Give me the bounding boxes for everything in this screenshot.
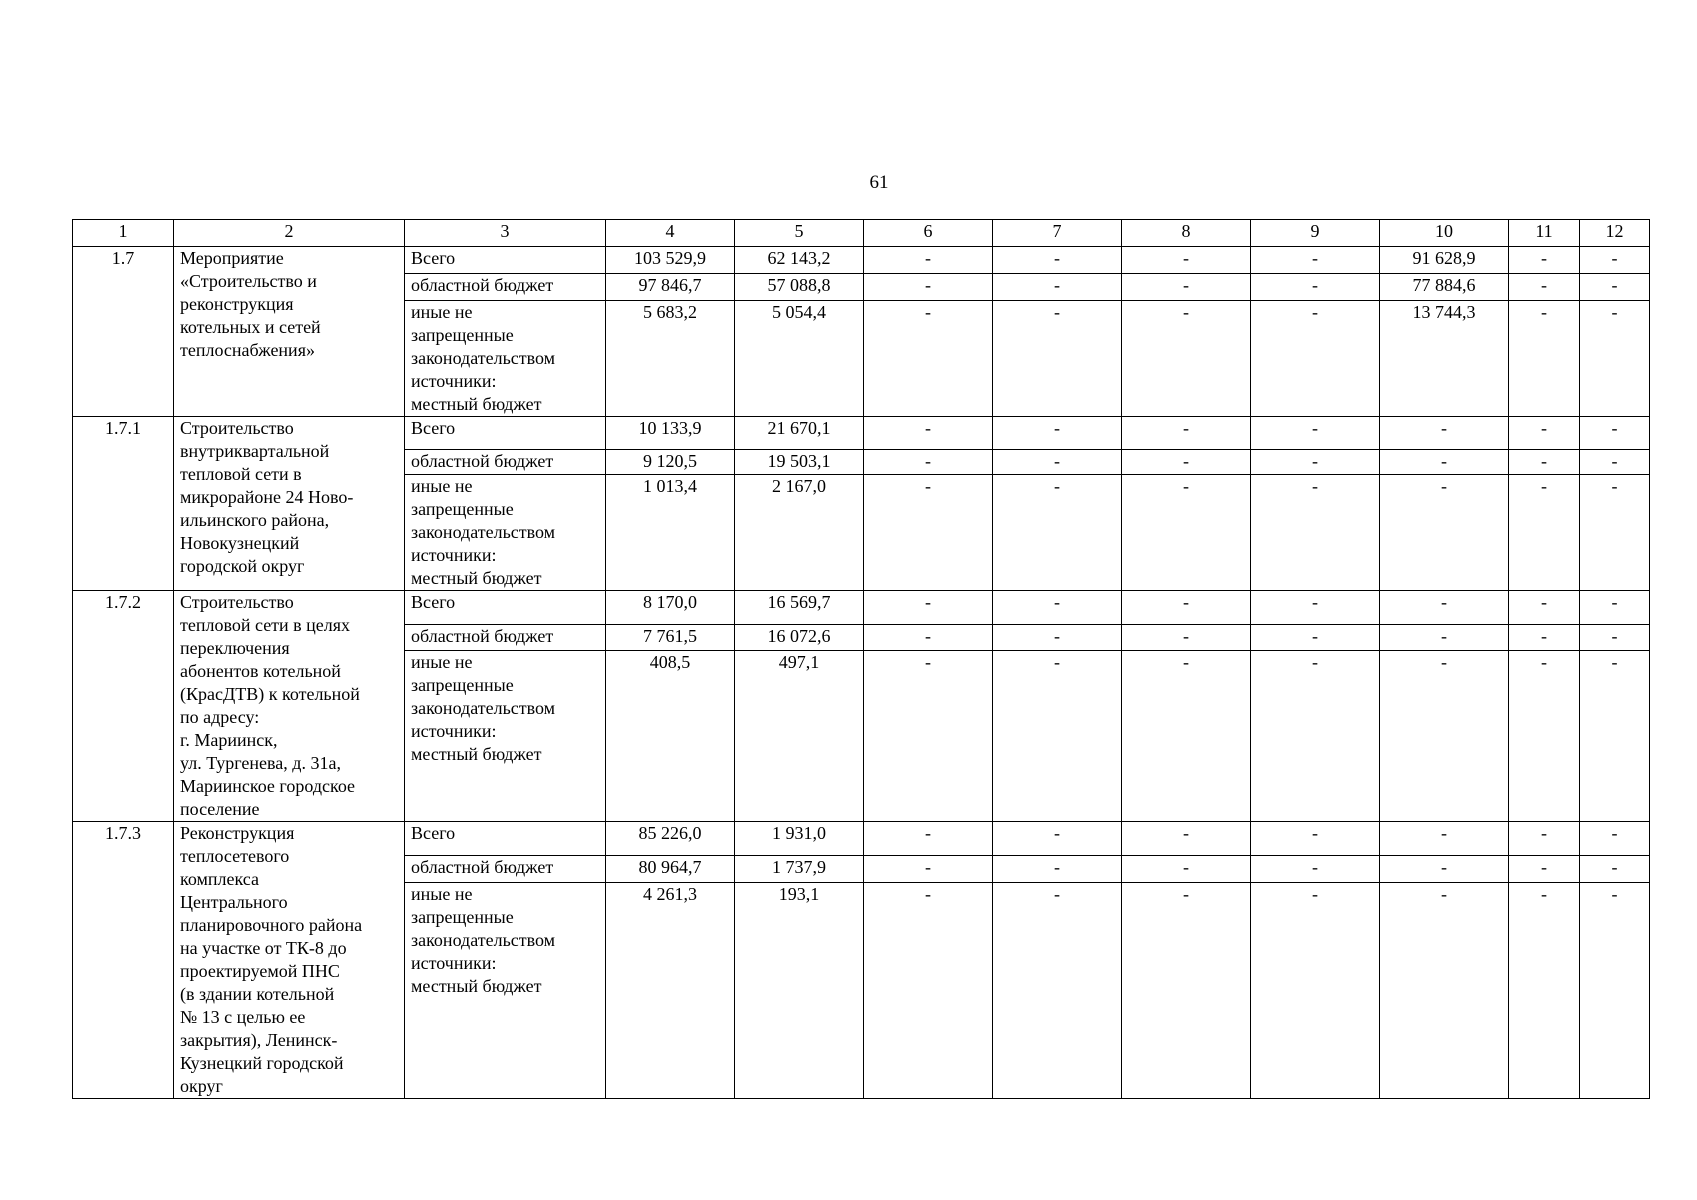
source-other-line: источники: bbox=[411, 371, 497, 391]
item-title-line: теплосетевого bbox=[180, 846, 290, 866]
value-cell: - bbox=[1580, 882, 1650, 1098]
item-title-line: ильинского района, bbox=[180, 510, 330, 530]
item-title-line: Новокузнецкий bbox=[180, 533, 300, 553]
value-cell: - bbox=[993, 417, 1122, 450]
value-cell: - bbox=[1122, 625, 1251, 651]
value-cell: 408,5 bbox=[606, 651, 735, 822]
value-cell: - bbox=[1580, 651, 1650, 822]
value-cell: 97 846,7 bbox=[606, 274, 735, 301]
value-cell: 5 054,4 bbox=[735, 301, 864, 417]
item-title-line: Мероприятие bbox=[180, 248, 284, 268]
value-cell: 1 737,9 bbox=[735, 856, 864, 882]
column-header: 8 bbox=[1122, 220, 1251, 247]
value-cell: - bbox=[1251, 651, 1380, 822]
item-title bbox=[174, 822, 405, 1099]
value-cell: - bbox=[1509, 274, 1580, 301]
column-header: 7 bbox=[993, 220, 1122, 247]
value-cell: - bbox=[1122, 247, 1251, 274]
value-cell: - bbox=[1122, 822, 1251, 856]
item-title-line: внутриквартальной bbox=[180, 441, 330, 461]
item-title-line: № 13 с целью ее bbox=[180, 1007, 306, 1027]
value-cell: - bbox=[864, 856, 993, 882]
item-title-line: тепловой сети в целях bbox=[180, 615, 351, 635]
value-cell: - bbox=[1509, 651, 1580, 822]
value-cell: - bbox=[1251, 591, 1380, 625]
column-header: 6 bbox=[864, 220, 993, 247]
value-cell: - bbox=[1122, 856, 1251, 882]
value-cell: 9 120,5 bbox=[606, 450, 735, 475]
item-title-line: Мариинское городское bbox=[180, 776, 356, 796]
source-other-line: законодательством bbox=[411, 698, 556, 719]
value-cell: - bbox=[1380, 651, 1509, 822]
source-other-line: законодательством bbox=[411, 929, 556, 950]
item-title bbox=[174, 247, 405, 417]
item-title-line: (КрасДТВ) к котельной bbox=[180, 684, 360, 704]
item-title-line: по адресу: bbox=[180, 707, 260, 727]
item-title-line: г. Мариинск, bbox=[180, 730, 278, 750]
value-cell: 4 261,3 bbox=[606, 882, 735, 1098]
value-cell: - bbox=[1580, 450, 1650, 475]
value-cell: - bbox=[993, 301, 1122, 417]
value-cell: - bbox=[1380, 475, 1509, 591]
column-header: 3 bbox=[405, 220, 606, 247]
value-cell: - bbox=[1380, 450, 1509, 475]
source-other-line: иные не bbox=[411, 302, 473, 322]
value-cell: 19 503,1 bbox=[735, 450, 864, 475]
value-cell: - bbox=[1580, 475, 1650, 591]
item-title bbox=[174, 417, 405, 591]
item-title-line: ул. Тургенева, д. 31а, bbox=[180, 753, 341, 773]
source-other-line: местный бюджет bbox=[411, 744, 542, 765]
value-cell: - bbox=[864, 822, 993, 856]
source-other-line: иные не bbox=[411, 652, 473, 673]
value-cell: - bbox=[993, 450, 1122, 475]
value-cell: - bbox=[1380, 882, 1509, 1098]
value-cell: 85 226,0 bbox=[606, 822, 735, 856]
source-other-line: запрещенные bbox=[411, 906, 514, 927]
value-cell: - bbox=[1122, 591, 1251, 625]
item-title-line: переключения bbox=[180, 638, 290, 658]
value-cell: - bbox=[1509, 247, 1580, 274]
value-cell: 1 931,0 bbox=[735, 822, 864, 856]
source-regional: областной бюджет bbox=[405, 274, 606, 301]
item-code: 1.7.3 bbox=[73, 822, 174, 1099]
source-total: Всего bbox=[405, 417, 606, 450]
value-cell: - bbox=[1580, 856, 1650, 882]
source-other-line: иные не bbox=[411, 883, 473, 904]
table-row bbox=[73, 417, 1650, 450]
value-cell: - bbox=[1122, 882, 1251, 1098]
value-cell: 91 628,9 bbox=[1380, 247, 1509, 274]
value-cell: - bbox=[1251, 247, 1380, 274]
item-title-line: реконструкция bbox=[180, 294, 294, 314]
value-cell: - bbox=[864, 651, 993, 822]
value-cell: - bbox=[1251, 301, 1380, 417]
value-cell: 8 170,0 bbox=[606, 591, 735, 625]
value-cell: - bbox=[864, 274, 993, 301]
source-other-line: источники: bbox=[411, 545, 497, 565]
source-regional: областной бюджет bbox=[405, 625, 606, 651]
source-other bbox=[405, 882, 606, 1098]
value-cell: - bbox=[993, 247, 1122, 274]
header-row bbox=[73, 220, 1650, 247]
source-other-line: местный бюджет bbox=[411, 394, 542, 414]
table-body bbox=[73, 220, 1650, 1099]
value-cell: 57 088,8 bbox=[735, 274, 864, 301]
value-cell: - bbox=[1380, 417, 1509, 450]
item-title-line: округ bbox=[180, 1076, 223, 1096]
item-title-line: (в здании котельной bbox=[180, 984, 335, 1004]
item-title-line: тепловой сети в bbox=[180, 464, 302, 484]
source-other-line: запрещенные bbox=[411, 325, 514, 345]
item-title-line: Центрального bbox=[180, 892, 288, 912]
item-title-line: «Строительство и bbox=[180, 271, 317, 291]
item-code: 1.7.1 bbox=[73, 417, 174, 591]
item-code: 1.7 bbox=[73, 247, 174, 417]
item-title-line: на участке от ТК-8 до bbox=[180, 938, 347, 958]
item-title-line: микрорайоне 24 Ново- bbox=[180, 487, 354, 507]
value-cell: - bbox=[1122, 475, 1251, 591]
value-cell: - bbox=[1251, 475, 1380, 591]
column-header: 5 bbox=[735, 220, 864, 247]
source-other bbox=[405, 475, 606, 591]
column-header: 2 bbox=[174, 220, 405, 247]
table-row bbox=[73, 591, 1650, 625]
page-number: 61 bbox=[869, 172, 889, 193]
item-title-line: закрытия), Ленинск- bbox=[180, 1030, 338, 1050]
item-title-line: комплекса bbox=[180, 869, 259, 889]
value-cell: - bbox=[864, 450, 993, 475]
value-cell: - bbox=[864, 417, 993, 450]
value-cell: - bbox=[1122, 274, 1251, 301]
source-other bbox=[405, 651, 606, 822]
column-header: 1 bbox=[73, 220, 174, 247]
value-cell: - bbox=[1509, 417, 1580, 450]
value-cell: 21 670,1 bbox=[735, 417, 864, 450]
value-cell: - bbox=[993, 856, 1122, 882]
item-title-line: Строительство bbox=[180, 592, 294, 612]
value-cell: - bbox=[1251, 450, 1380, 475]
source-other-line: законодательством bbox=[411, 522, 556, 542]
value-cell: - bbox=[1122, 450, 1251, 475]
value-cell: 13 744,3 bbox=[1380, 301, 1509, 417]
source-total: Всего bbox=[405, 591, 606, 625]
value-cell: - bbox=[1251, 856, 1380, 882]
value-cell: - bbox=[1509, 856, 1580, 882]
value-cell: - bbox=[1580, 274, 1650, 301]
value-cell: 5 683,2 bbox=[606, 301, 735, 417]
source-total: Всего bbox=[405, 822, 606, 856]
table-row bbox=[73, 247, 1650, 274]
value-cell: 497,1 bbox=[735, 651, 864, 822]
value-cell: - bbox=[864, 301, 993, 417]
budget-table bbox=[72, 219, 1650, 1099]
value-cell: - bbox=[864, 247, 993, 274]
source-other-line: запрещенные bbox=[411, 675, 514, 696]
value-cell: - bbox=[1580, 625, 1650, 651]
value-cell: 62 143,2 bbox=[735, 247, 864, 274]
source-other-line: запрещенные bbox=[411, 499, 514, 519]
source-other bbox=[405, 301, 606, 417]
item-code: 1.7.2 bbox=[73, 591, 174, 822]
value-cell: - bbox=[1580, 247, 1650, 274]
value-cell: - bbox=[1251, 274, 1380, 301]
value-cell: - bbox=[993, 651, 1122, 822]
value-cell: 10 133,9 bbox=[606, 417, 735, 450]
item-title-line: планировочного района bbox=[180, 915, 363, 935]
column-header: 11 bbox=[1509, 220, 1580, 247]
source-regional: областной бюджет bbox=[405, 856, 606, 882]
value-cell: - bbox=[864, 591, 993, 625]
value-cell: - bbox=[993, 274, 1122, 301]
value-cell: 80 964,7 bbox=[606, 856, 735, 882]
item-title-line: теплоснабжения» bbox=[180, 340, 315, 360]
value-cell: - bbox=[864, 882, 993, 1098]
value-cell: - bbox=[993, 591, 1122, 625]
value-cell: - bbox=[1251, 417, 1380, 450]
item-title bbox=[174, 591, 405, 822]
item-title-line: котельных и сетей bbox=[180, 317, 321, 337]
source-other-line: законодательством bbox=[411, 348, 556, 368]
source-regional: областной бюджет bbox=[405, 450, 606, 475]
item-title-line: Строительство bbox=[180, 418, 294, 438]
column-header: 10 bbox=[1380, 220, 1509, 247]
value-cell: 1 013,4 bbox=[606, 475, 735, 591]
value-cell: - bbox=[1122, 301, 1251, 417]
item-title-line: Реконструкция bbox=[180, 823, 295, 843]
value-cell: 7 761,5 bbox=[606, 625, 735, 651]
value-cell: - bbox=[1580, 417, 1650, 450]
table-row bbox=[73, 822, 1650, 856]
value-cell: 2 167,0 bbox=[735, 475, 864, 591]
column-header: 12 bbox=[1580, 220, 1650, 247]
value-cell: - bbox=[864, 625, 993, 651]
value-cell: - bbox=[1509, 625, 1580, 651]
item-title-line: проектируемой ПНС bbox=[180, 961, 340, 981]
value-cell: - bbox=[1380, 822, 1509, 856]
value-cell: - bbox=[1509, 591, 1580, 625]
value-cell: - bbox=[1580, 822, 1650, 856]
item-title-line: абонентов котельной bbox=[180, 661, 341, 681]
source-other-line: источники: bbox=[411, 721, 497, 742]
value-cell: - bbox=[1580, 301, 1650, 417]
source-total: Всего bbox=[405, 247, 606, 274]
item-title-line: Кузнецкий городской bbox=[180, 1053, 344, 1073]
value-cell: - bbox=[1509, 882, 1580, 1098]
source-other-line: местный бюджет bbox=[411, 975, 542, 996]
value-cell: - bbox=[1580, 591, 1650, 625]
value-cell: 16 569,7 bbox=[735, 591, 864, 625]
value-cell: - bbox=[1251, 822, 1380, 856]
value-cell: - bbox=[1380, 856, 1509, 882]
value-cell: 193,1 bbox=[735, 882, 864, 1098]
value-cell: - bbox=[993, 475, 1122, 591]
value-cell: - bbox=[1122, 417, 1251, 450]
column-header: 4 bbox=[606, 220, 735, 247]
value-cell: - bbox=[993, 822, 1122, 856]
value-cell: - bbox=[1251, 625, 1380, 651]
value-cell: - bbox=[1509, 475, 1580, 591]
value-cell: - bbox=[1122, 651, 1251, 822]
source-other-line: источники: bbox=[411, 952, 497, 973]
item-title-line: поселение bbox=[180, 799, 260, 819]
value-cell: 103 529,9 bbox=[606, 247, 735, 274]
item-title-line: городской округ bbox=[180, 556, 305, 576]
column-header: 9 bbox=[1251, 220, 1380, 247]
value-cell: - bbox=[1380, 625, 1509, 651]
value-cell: - bbox=[864, 475, 993, 591]
source-other-line: местный бюджет bbox=[411, 568, 542, 588]
value-cell: - bbox=[1380, 591, 1509, 625]
value-cell: - bbox=[1509, 450, 1580, 475]
value-cell: 77 884,6 bbox=[1380, 274, 1509, 301]
value-cell: - bbox=[993, 625, 1122, 651]
value-cell: - bbox=[1251, 882, 1380, 1098]
value-cell: - bbox=[1509, 301, 1580, 417]
source-other-line: иные не bbox=[411, 476, 473, 496]
value-cell: - bbox=[1509, 822, 1580, 856]
value-cell: - bbox=[993, 882, 1122, 1098]
value-cell: 16 072,6 bbox=[735, 625, 864, 651]
